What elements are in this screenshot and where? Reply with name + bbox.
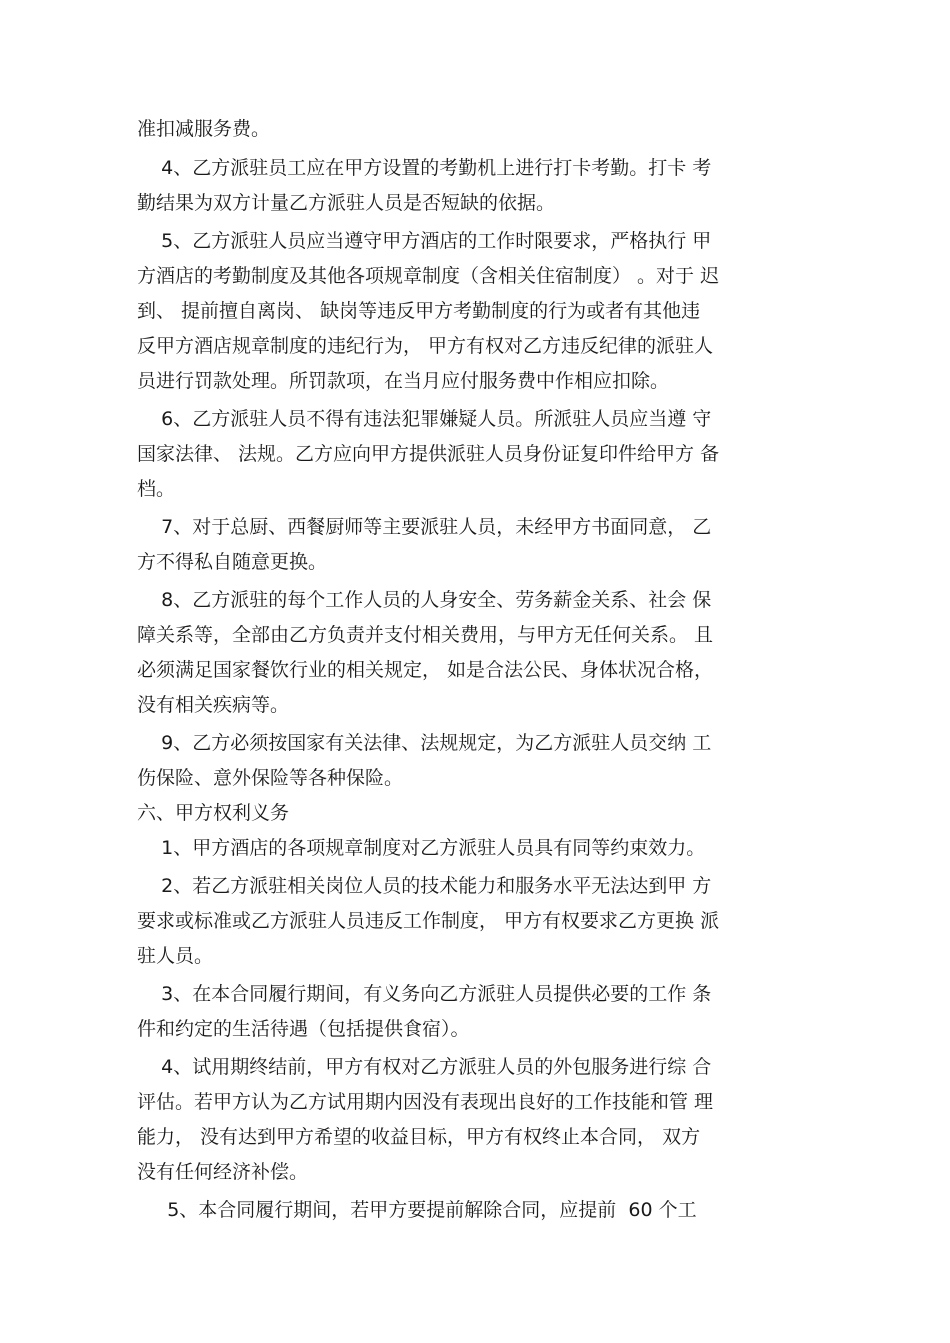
text-line: 方不得私自随意更换。 <box>137 551 328 573</box>
text-line: 4、乙方派驻员工应在甲方设置的考勤机上进行打卡考勤。打卡 考 <box>137 157 712 179</box>
text-line: 员进行罚款处理。所罚款项，在当月应付服务费中作相应扣除。 <box>137 370 670 392</box>
text-line: 勤结果为双方计量乙方派驻人员是否短缺的依据。 <box>137 192 556 214</box>
text-line: 准扣减服务费。 <box>137 118 271 140</box>
text-line: 必须满足国家餐饮行业的相关规定， 如是合法公民、身体状况合格， <box>137 659 714 681</box>
text-line: 5、本合同履行期间，若甲方要提前解除合同，应提前 60 个工 <box>137 1199 697 1221</box>
text-line: 国家法律、 法规。乙方应向甲方提供派驻人员身份证复印件给甲方 备 <box>137 443 720 465</box>
text-line: 要求或标准或乙方派驻人员违反工作制度， 甲方有权要求乙方更换 派 <box>137 910 720 932</box>
text-line: 驻人员。 <box>137 945 214 967</box>
text-line: 方酒店的考勤制度及其他各项规章制度（含相关住宿制度） 。对于 迟 <box>137 265 720 287</box>
section-heading: 六、甲方权利义务 <box>137 802 290 824</box>
text-line: 到、 提前擅自离岗、 缺岗等违反甲方考勤制度的行为或者有其他违 <box>137 300 701 322</box>
text-line: 3、在本合同履行期间，有义务向乙方派驻人员提供必要的工作 条 <box>137 983 712 1005</box>
text-line: 件和约定的生活待遇（包括提供食宿）。 <box>137 1018 470 1040</box>
text-line: 能力， 没有达到甲方希望的收益目标，甲方有权终止本合同， 双方 <box>137 1126 701 1148</box>
text-line: 7、对于总厨、西餐厨师等主要派驻人员，未经甲方书面同意， 乙 <box>137 516 712 538</box>
text-line: 2、若乙方派驻相关岗位人员的技术能力和服务水平无法达到甲 方 <box>137 875 712 897</box>
text-line: 没有相关疾病等。 <box>137 694 290 716</box>
text-line: 9、乙方必须按国家有关法律、法规规定，为乙方派驻人员交纳 工 <box>137 732 712 754</box>
text-line: 没有任何经济补偿。 <box>137 1161 309 1183</box>
text-line: 评估。若甲方认为乙方试用期内因没有表现出良好的工作技能和管 理 <box>137 1091 714 1113</box>
text-line: 6、乙方派驻人员不得有违法犯罪嫌疑人员。所派驻人员应当遵 守 <box>137 408 712 430</box>
text-line: 5、乙方派驻人员应当遵守甲方酒店的工作时限要求，严格执行 甲 <box>137 230 712 252</box>
text-line: 档。 <box>137 478 176 500</box>
text-line: 反甲方酒店规章制度的违纪行为， 甲方有权对乙方违反纪律的派驻人 <box>137 335 714 357</box>
text-line: 1、甲方酒店的各项规章制度对乙方派驻人员具有同等约束效力。 <box>137 837 706 859</box>
text-line: 伤保险、意外保险等各种保险。 <box>137 767 404 789</box>
text-line: 4、试用期终结前，甲方有权对乙方派驻人员的外包服务进行综 合 <box>137 1056 712 1078</box>
text-line: 8、乙方派驻的每个工作人员的人身安全、劳务薪金关系、社会 保 <box>137 589 712 611</box>
text-line: 障关系等，全部由乙方负责并支付相关费用，与甲方无任何关系。 且 <box>137 624 714 646</box>
